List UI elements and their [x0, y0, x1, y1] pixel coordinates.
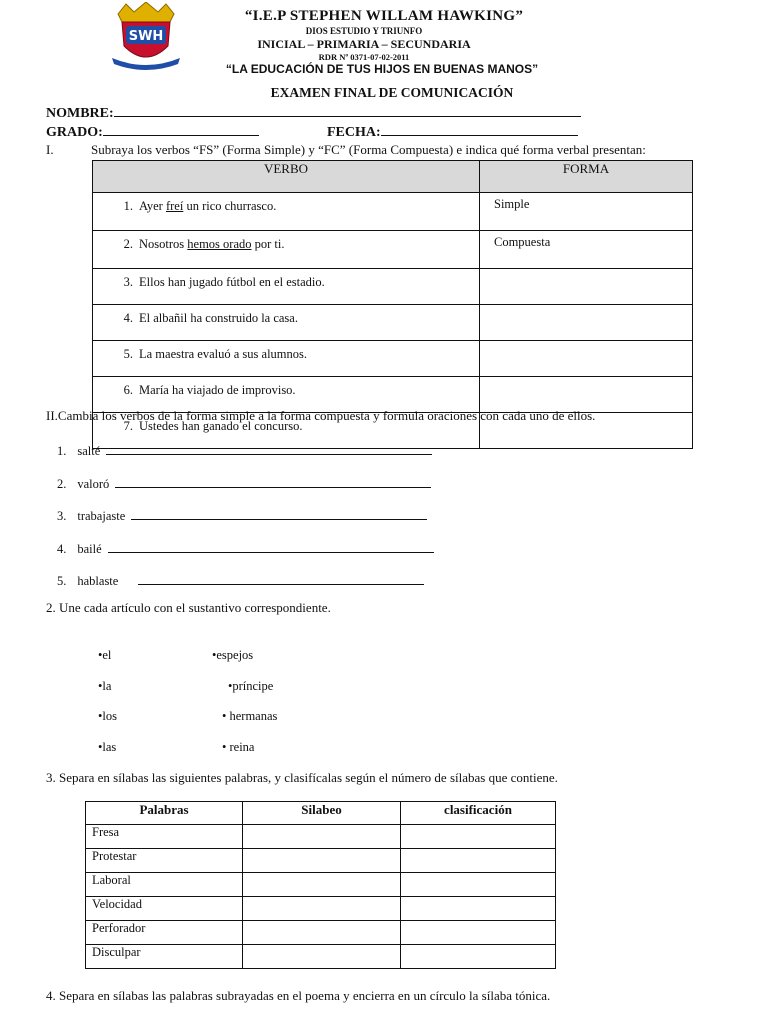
verb-form-cell[interactable]: [480, 305, 693, 341]
sentence-pre: María ha viajado de improviso.: [139, 383, 296, 397]
section4-instruction: 3. Separa en sílabas las siguientes palabras, y clasifícalas según el número de sílabas que contiene.: [46, 770, 558, 785]
row-number: 7.: [123, 419, 133, 433]
sentence-pre: El albañil ha construido la casa.: [139, 311, 298, 325]
verb-form-value: Compuesta: [494, 235, 551, 249]
clasificacion-cell[interactable]: [401, 849, 556, 873]
verb-form-cell[interactable]: [480, 231, 693, 269]
word-cell: Laboral: [86, 873, 243, 897]
word-cell: Velocidad: [86, 897, 243, 921]
silabeo-cell[interactable]: [243, 825, 401, 849]
grado-field[interactable]: [46, 122, 259, 141]
verb-form-cell[interactable]: [480, 193, 693, 231]
verb-table: [92, 160, 693, 449]
row-number: 4.: [123, 311, 133, 325]
verb-sentence-cell: [93, 231, 480, 269]
item-number: 4.: [57, 541, 67, 556]
verb-table-row: [93, 269, 693, 305]
article-item[interactable]: •los: [98, 709, 117, 723]
sentence-post: por ti.: [251, 237, 285, 251]
row-number: 5.: [123, 347, 133, 361]
silabeo-cell[interactable]: [243, 921, 401, 945]
silabeo-cell[interactable]: [243, 945, 401, 969]
clasificacion-cell[interactable]: [401, 945, 556, 969]
word-cell: Perforador: [86, 921, 243, 945]
form-column-header: FORMA: [480, 161, 693, 193]
grado-label: GRADO:: [46, 125, 103, 140]
article-item[interactable]: •la: [98, 678, 112, 693]
school-rdr: RDR Nº 0371-07-02-2011: [318, 52, 410, 62]
syllable-table-row: [86, 897, 556, 921]
section1-numeral: I.: [46, 142, 54, 157]
sentence-pre: Nosotros: [139, 237, 188, 251]
sentence-verb: hemos orado: [187, 237, 252, 251]
noun-item[interactable]: • reina: [222, 739, 255, 754]
word-cell: Protestar: [86, 849, 243, 873]
school-name: “I.E.P STEPHEN WILLAM HAWKING”: [244, 8, 524, 24]
sentence-pre: Ellos han jugado fútbol en el estadio.: [139, 275, 325, 289]
item-number: 2.: [57, 476, 67, 491]
school-motto: “LA EDUCACIÓN DE TUS HIJOS EN BUENAS MANOS”: [225, 62, 539, 76]
verb-sentence-cell: [93, 193, 480, 231]
silabeo-cell[interactable]: [243, 897, 401, 921]
palabras-header: Palabras: [86, 802, 243, 825]
verb-sentence-cell: [93, 305, 480, 341]
verb-sentence-cell: [93, 269, 480, 305]
clasificacion-cell[interactable]: [401, 921, 556, 945]
verb-table-row: [93, 193, 693, 231]
row-number: 3.: [123, 275, 133, 289]
item-word: salté: [77, 444, 101, 458]
school-slogan: DIOS ESTUDIO Y TRIUNFO: [305, 26, 423, 36]
verb-table-row: [93, 305, 693, 341]
clasificacion-cell[interactable]: [401, 825, 556, 849]
rewrite-item[interactable]: [57, 474, 431, 492]
syllable-table-row: [86, 825, 556, 849]
section1-instruction: Subraya los verbos “FS” (Forma Simple) y “FC” (Forma Compuesta) e indica qué forma verbal presentan:: [91, 142, 646, 157]
syllable-table-row: [86, 921, 556, 945]
sentence-verb: freí: [165, 199, 184, 213]
row-number: 1.: [123, 199, 133, 213]
sentence-pre: Ayer: [139, 199, 166, 213]
article-item[interactable]: •las: [98, 739, 117, 754]
svg-text:SWH: SWH: [128, 29, 164, 44]
nombre-label: NOMBRE:: [46, 106, 114, 121]
row-number: 6.: [123, 383, 133, 397]
nombre-field[interactable]: [46, 103, 581, 122]
fecha-label: FECHA:: [327, 125, 381, 140]
rewrite-item[interactable]: [57, 539, 434, 557]
verb-sentence-cell: [93, 341, 480, 377]
exam-title: EXAMEN FINAL DE COMUNICACIÓN: [270, 85, 514, 100]
word-cell: Disculpar: [86, 945, 243, 969]
noun-item[interactable]: •príncipe: [228, 678, 274, 693]
sentence-pre: Ustedes han ganado el concurso.: [139, 419, 303, 433]
syllable-table-row: [86, 849, 556, 873]
item-number: 1.: [57, 444, 67, 458]
item-number: 5.: [57, 574, 67, 588]
silabeo-cell[interactable]: [243, 873, 401, 897]
item-word: bailé: [77, 541, 102, 556]
item-word: trabajaste: [77, 509, 126, 523]
sentence-pre: La maestra evaluó a sus alumnos.: [139, 347, 308, 361]
verb-table-row: [93, 341, 693, 377]
verb-form-value: Simple: [494, 197, 530, 211]
verb-form-cell[interactable]: [480, 341, 693, 377]
syllable-table: [85, 801, 556, 969]
verb-form-cell[interactable]: [480, 269, 693, 305]
clasificacion-cell[interactable]: [401, 873, 556, 897]
clasificacion-cell[interactable]: [401, 897, 556, 921]
syllable-table-row: [86, 945, 556, 969]
school-levels: INICIAL – PRIMARIA – SECUNDARIA: [257, 37, 471, 51]
section3-instruction: 2. Une cada artículo con el sustantivo correspondiente.: [46, 600, 331, 615]
item-word: valoró: [77, 476, 110, 491]
syllable-table-row: [86, 873, 556, 897]
noun-item[interactable]: • hermanas: [222, 709, 278, 723]
section2-instruction: II.Cambia los verbos de la forma simple a la forma compuesta y formula oraciones con cada uno de ellos.: [46, 408, 596, 423]
silabeo-header: Silabeo: [243, 802, 401, 825]
fecha-field[interactable]: [327, 122, 578, 141]
word-cell: Fresa: [86, 825, 243, 849]
verb-column-header: VERBO: [93, 161, 480, 193]
verb-table-row: [93, 231, 693, 269]
section5-instruction: 4. Separa en sílabas las palabras subrayadas en el poema y encierra en un círculo la sílaba tónica.: [46, 988, 551, 1003]
article-item[interactable]: •el: [98, 648, 112, 662]
noun-item[interactable]: •espejos: [212, 648, 254, 662]
row-number: 2.: [123, 237, 133, 251]
silabeo-cell[interactable]: [243, 849, 401, 873]
rewrite-item[interactable]: [57, 571, 424, 589]
item-number: 3.: [57, 509, 67, 523]
rewrite-item[interactable]: [57, 506, 427, 524]
item-word: hablaste: [77, 574, 119, 588]
sentence-post: un rico churrasco.: [183, 199, 277, 213]
rewrite-item[interactable]: [57, 441, 432, 459]
clasificacion-header: clasificación: [401, 802, 556, 825]
